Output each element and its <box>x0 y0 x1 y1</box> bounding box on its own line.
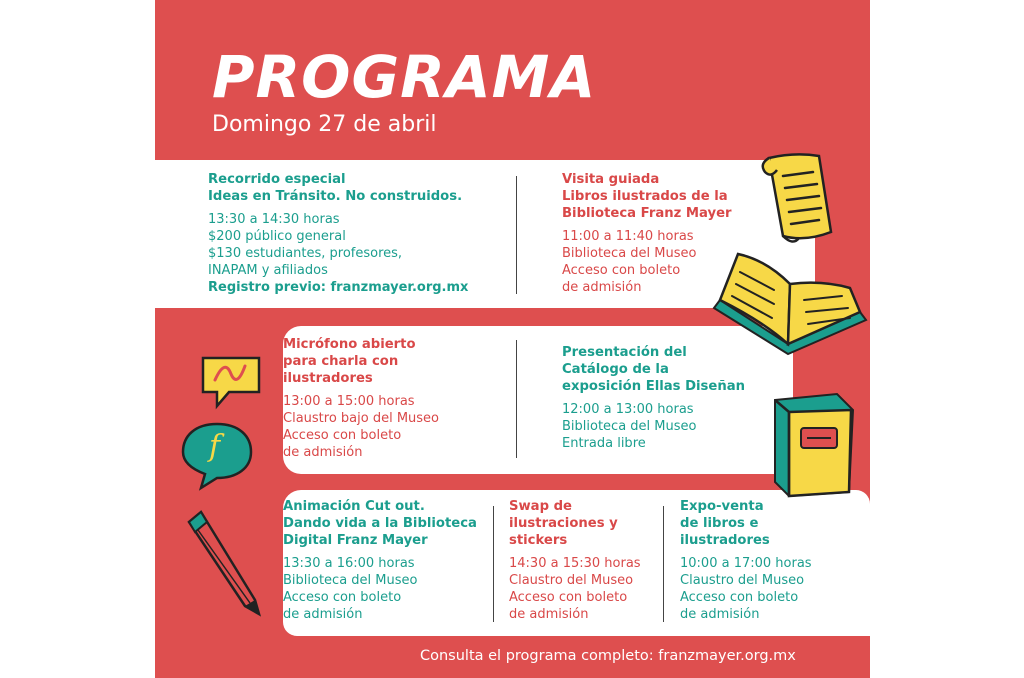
event-title: Micrófono abierto para charla con ilustradores <box>283 337 416 386</box>
event-title: Swap de ilustraciones y stickers <box>509 499 618 548</box>
event-details: 14:30 a 15:30 horas Claustro del Museo Acceso con boleto de admisión <box>509 556 641 622</box>
event-animacion-cut-out <box>283 498 477 623</box>
event-details <box>208 211 468 296</box>
chat-bubble-icon <box>179 420 255 492</box>
event-swap-ilustraciones <box>509 498 641 623</box>
footer-link[interactable]: Consulta el programa completo: franzmayer.org.mx <box>420 648 796 664</box>
card-divider <box>493 506 494 622</box>
event-title: Expo-venta de libros e ilustradores <box>680 499 770 548</box>
event-title: Recorrido especial Ideas en Tránsito. No construidos. <box>208 172 463 204</box>
event-presentacion-catalogo <box>562 344 745 452</box>
speech-bubble-icon <box>199 352 263 412</box>
program-poster <box>155 0 870 678</box>
registration-link[interactable]: Registro previo: franzmayer.org.mx <box>208 280 469 295</box>
event-details: 13:30 a 16:00 horas Biblioteca del Museo Acceso con boleto de admisión <box>283 556 418 622</box>
scroll-paper-icon <box>755 150 835 250</box>
open-book-icon <box>710 250 870 360</box>
event-title: Visita guiada Libros ilustrados de la Biblioteca Franz Mayer <box>562 172 732 221</box>
bubble-letter: f <box>209 429 221 464</box>
event-details: 10:00 a 17:00 horas Claustro del Museo Acceso con boleto de admisión <box>680 556 812 622</box>
event-expo-venta <box>680 498 812 623</box>
event-details: 12:00 a 13:00 horas Biblioteca del Museo Entrada libre <box>562 402 697 451</box>
card-divider <box>516 176 517 294</box>
card-divider <box>516 340 517 458</box>
event-microfono-abierto <box>283 336 439 461</box>
event-info: 13:30 a 14:30 horas $200 público general $130 estudiantes, profesores, INAPAM y afiliados <box>208 212 403 278</box>
event-title: Presentación del Catálogo de la exposición Ellas Diseñan <box>562 345 746 394</box>
event-details: 13:00 a 15:00 horas Claustro bajo del Museo Acceso con boleto de admisión <box>283 394 439 460</box>
event-visita-guiada <box>562 171 732 296</box>
program-title: PROGRAMA <box>212 43 597 111</box>
closed-book-icon <box>767 390 857 500</box>
event-title: Animación Cut out. Dando vida a la Biblioteca Digital Franz Mayer <box>283 499 477 548</box>
event-details: 11:00 a 11:40 horas Biblioteca del Museo Acceso con boleto de admisión <box>562 229 697 295</box>
event-recorrido-especial <box>208 171 468 296</box>
pencil-icon <box>185 508 265 618</box>
card-divider <box>663 506 664 622</box>
event-date: Domingo 27 de abril <box>212 112 437 137</box>
